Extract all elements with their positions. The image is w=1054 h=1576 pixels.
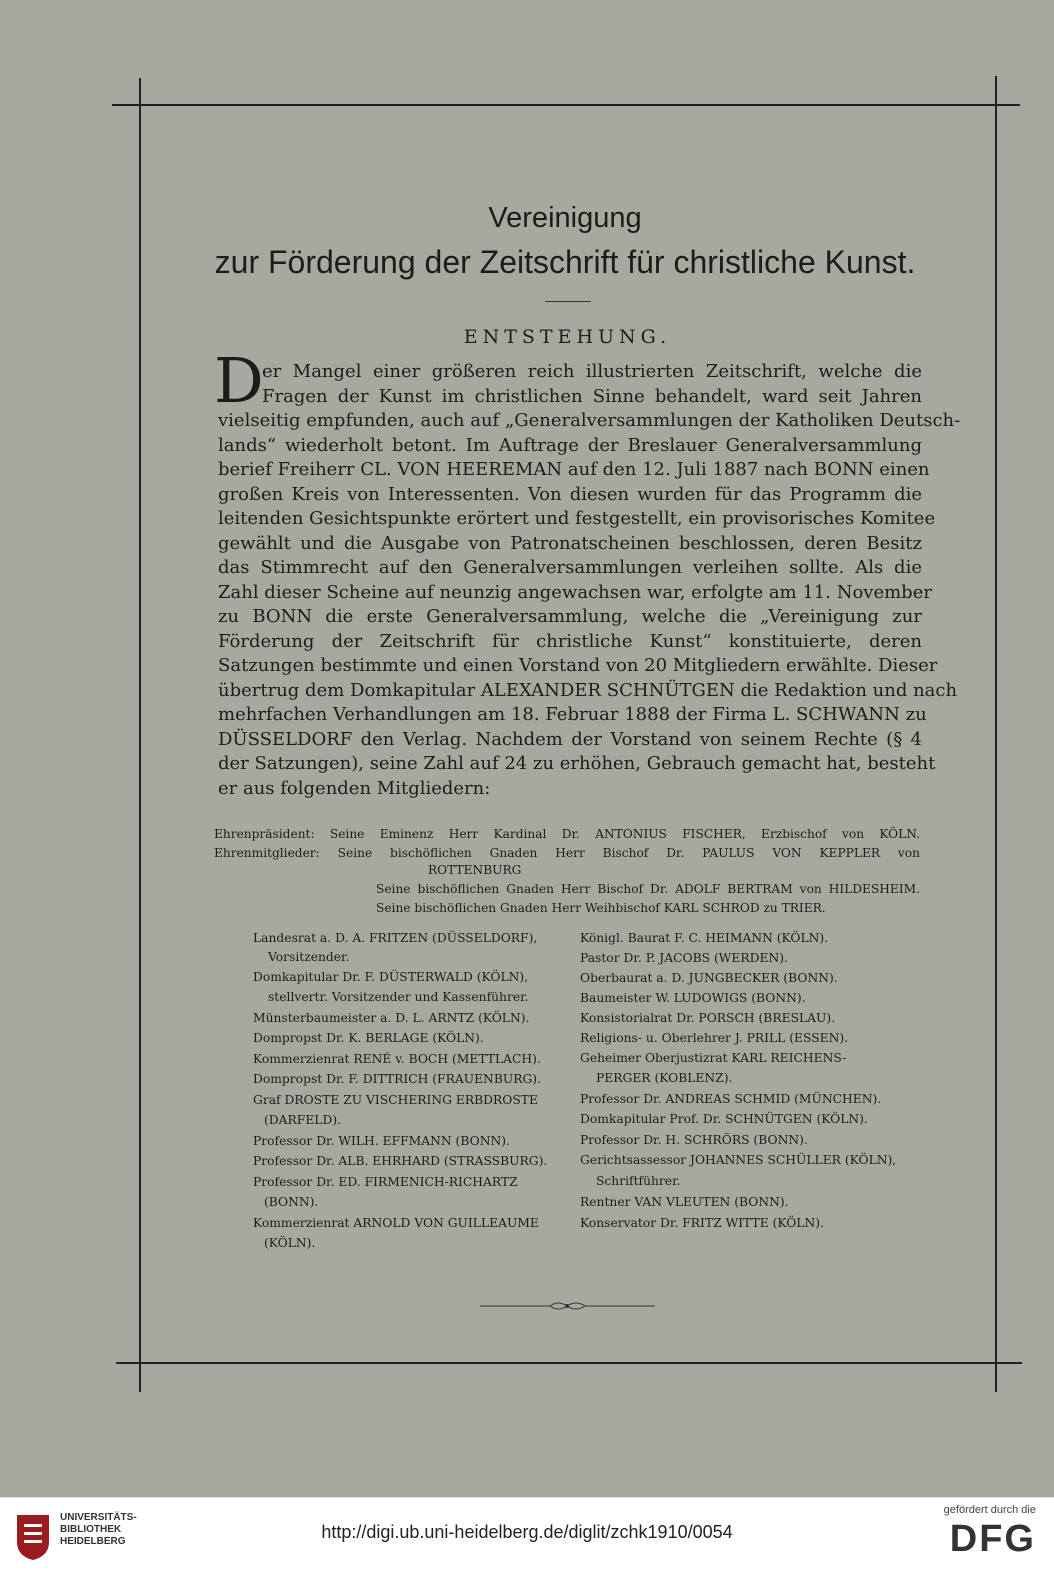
body-line: vielseitig empfunden, auch auf „Generalversammlungen der Katholiken Deutsch- xyxy=(218,410,961,431)
funded-by-label: gefördert durch die xyxy=(943,1504,1036,1516)
body-line: mehrfachen Verhandlungen am 18. Februar 1888 der Firma L. SCHWANN zu xyxy=(218,704,927,725)
honorary-members: Ehrenmitglieder: Seine bischöflichen Gnaden Herr Bischof Dr. PAULUS VON KEPPLER von xyxy=(214,846,920,860)
body-line: das Stimmrecht auf den Generalversammlungen verleihen sollte. Als die xyxy=(218,557,922,578)
member-right: Konsistorialrat Dr. PORSCH (BRESLAU). xyxy=(580,1011,836,1025)
body-line: er aus folgenden Mitgliedern: xyxy=(218,778,491,799)
member-left: Domkapitular Dr. F. DÜSTERWALD (KÖLN), xyxy=(253,970,529,984)
library-name-line: BIBLIOTHEK xyxy=(60,1524,122,1535)
member-right: Professor Dr. ANDREAS SCHMID (MÜNCHEN). xyxy=(580,1092,882,1106)
member-right: Baumeister W. LUDOWIGS (BONN). xyxy=(580,991,806,1005)
title-line-2: zur Förderung der Zeitschrift für christliche Kunst. xyxy=(214,244,916,280)
title-divider xyxy=(545,301,591,302)
member-right: Schriftführer. xyxy=(596,1174,681,1188)
body-line: Satzungen bestimmte und einen Vorstand von 20 Mitgliedern erwählte. Dieser xyxy=(218,655,938,676)
member-left: Professor Dr. ED. FIRMENICH-RICHARTZ xyxy=(253,1175,518,1189)
dfg-logo: DFG xyxy=(949,1518,1036,1560)
library-name-line: UNIVERSITÄTS- xyxy=(60,1512,137,1523)
member-right: Konservator Dr. FRITZ WITTE (KÖLN). xyxy=(580,1216,824,1230)
footer-bar xyxy=(0,1497,1054,1576)
member-right: PERGER (KOBLENZ). xyxy=(596,1071,733,1085)
honorary-member: Seine bischöflichen Gnaden Herr Weihbischof KARL SCHROD zu TRIER. xyxy=(376,901,826,915)
honorary-members-cont: ROTTENBURG xyxy=(428,863,522,877)
member-right: Pastor Dr. P. JACOBS (WERDEN). xyxy=(580,951,788,965)
permalink-url[interactable]: http://digi.ub.uni-heidelberg.de/diglit/zchk1910/0054 xyxy=(321,1522,733,1542)
body-line: Fragen der Kunst im christlichen Sinne behandelt, ward seit Jahren xyxy=(262,386,922,407)
body-line: lands“ wiederholt betont. Im Auftrage der Breslauer Generalversammlung xyxy=(218,435,922,456)
member-left: Dompropst Dr. K. BERLAGE (KÖLN). xyxy=(253,1031,484,1045)
body-line: er Mangel einer größeren reich illustrierten Zeitschrift, welche die xyxy=(262,361,922,382)
member-left: Professor Dr. ALB. EHRHARD (STRASSBURG). xyxy=(253,1154,548,1168)
honorary-member: Seine bischöflichen Gnaden Herr Bischof Dr. ADOLF BERTRAM von HILDESHEIM. xyxy=(376,882,920,896)
ornament-divider xyxy=(480,1298,655,1314)
member-left: stellvertr. Vorsitzender und Kassenführer. xyxy=(268,990,529,1004)
body-line: leitenden Gesichtspunkte erörtert und festgestellt, ein provisorisches Komitee xyxy=(218,508,936,529)
member-right: Rentner VAN VLEUTEN (BONN). xyxy=(580,1195,789,1209)
frame-top-rule xyxy=(112,104,1020,106)
honorary-president: Ehrenpräsident: Seine Eminenz Herr Kardinal Dr. ANTONIUS FISCHER, Erzbischof von KÖLN. xyxy=(214,827,920,841)
body-line: gewählt und die Ausgabe von Patronatscheinen beschlossen, deren Besitz xyxy=(218,533,922,554)
body-line: zu BONN die erste Generalversammlung, welche die „Vereinigung zur xyxy=(218,606,922,627)
member-left: Landesrat a. D. A. FRITZEN (DÜSSELDORF), xyxy=(253,931,538,945)
body-line: DÜSSELDORF den Verlag. Nachdem der Vorstand von seinem Rechte (§ 4 xyxy=(218,729,922,750)
body-line: übertrug dem Domkapitular ALEXANDER SCHNÜTGEN die Redaktion und nach xyxy=(218,680,958,701)
member-right: Königl. Baurat F. C. HEIMANN (KÖLN). xyxy=(580,931,829,945)
library-name-line: HEIDELBERG xyxy=(60,1536,126,1547)
member-right: Geheimer Oberjustizrat KARL REICHENS- xyxy=(580,1051,847,1065)
member-left: Kommerzienrat ARNOLD VON GUILLEAUME xyxy=(253,1216,539,1230)
member-left: Professor Dr. WILH. EFFMANN (BONN). xyxy=(253,1134,510,1148)
member-left: Dompropst Dr. F. DITTRICH (FRAUENBURG). xyxy=(253,1072,542,1086)
member-right: Gerichtsassessor JOHANNES SCHÜLLER (KÖLN), xyxy=(580,1153,897,1167)
body-line: Zahl dieser Scheine auf neunzig angewachsen war, erfolgte am 11. November xyxy=(218,582,932,603)
member-right: Domkapitular Prof. Dr. SCHNÜTGEN (KÖLN). xyxy=(580,1112,868,1126)
body-line: der Satzungen), seine Zahl auf 24 zu erhöhen, Gebrauch gemacht hat, besteht xyxy=(218,753,936,774)
frame-bottom-rule xyxy=(116,1362,1022,1364)
member-right: Religions- u. Oberlehrer J. PRILL (ESSEN). xyxy=(580,1031,849,1045)
body-line: großen Kreis von Interessenten. Von diesen wurden für das Programm die xyxy=(218,484,922,505)
member-left: Kommerzienrat RENÉ v. BOCH (METTLACH). xyxy=(253,1052,541,1066)
member-right: Oberbaurat a. D. JUNGBECKER (BONN). xyxy=(580,971,838,985)
title-line-1: Vereinigung xyxy=(488,202,642,234)
member-left: (KÖLN). xyxy=(264,1236,316,1250)
section-heading: ENTSTEHUNG. xyxy=(463,326,672,348)
member-left: Münsterbaumeister a. D. L. ARNTZ (KÖLN). xyxy=(253,1011,530,1025)
body-line: berief Freiherr CL. VON HEEREMAN auf den 12. Juli 1887 nach BONN einen xyxy=(218,459,930,480)
member-left: Graf DROSTE ZU VISCHERING ERBDROSTE xyxy=(253,1093,538,1107)
member-left: (DARFELD). xyxy=(264,1113,342,1127)
member-left: (BONN). xyxy=(264,1195,319,1209)
body-line: Förderung der Zeitschrift für christliche Kunst“ konstituierte, deren xyxy=(218,631,922,652)
member-left: Vorsitzender. xyxy=(268,950,350,964)
member-right: Professor Dr. H. SCHRÖRS (BONN). xyxy=(580,1133,808,1147)
drop-cap: D xyxy=(214,344,264,417)
